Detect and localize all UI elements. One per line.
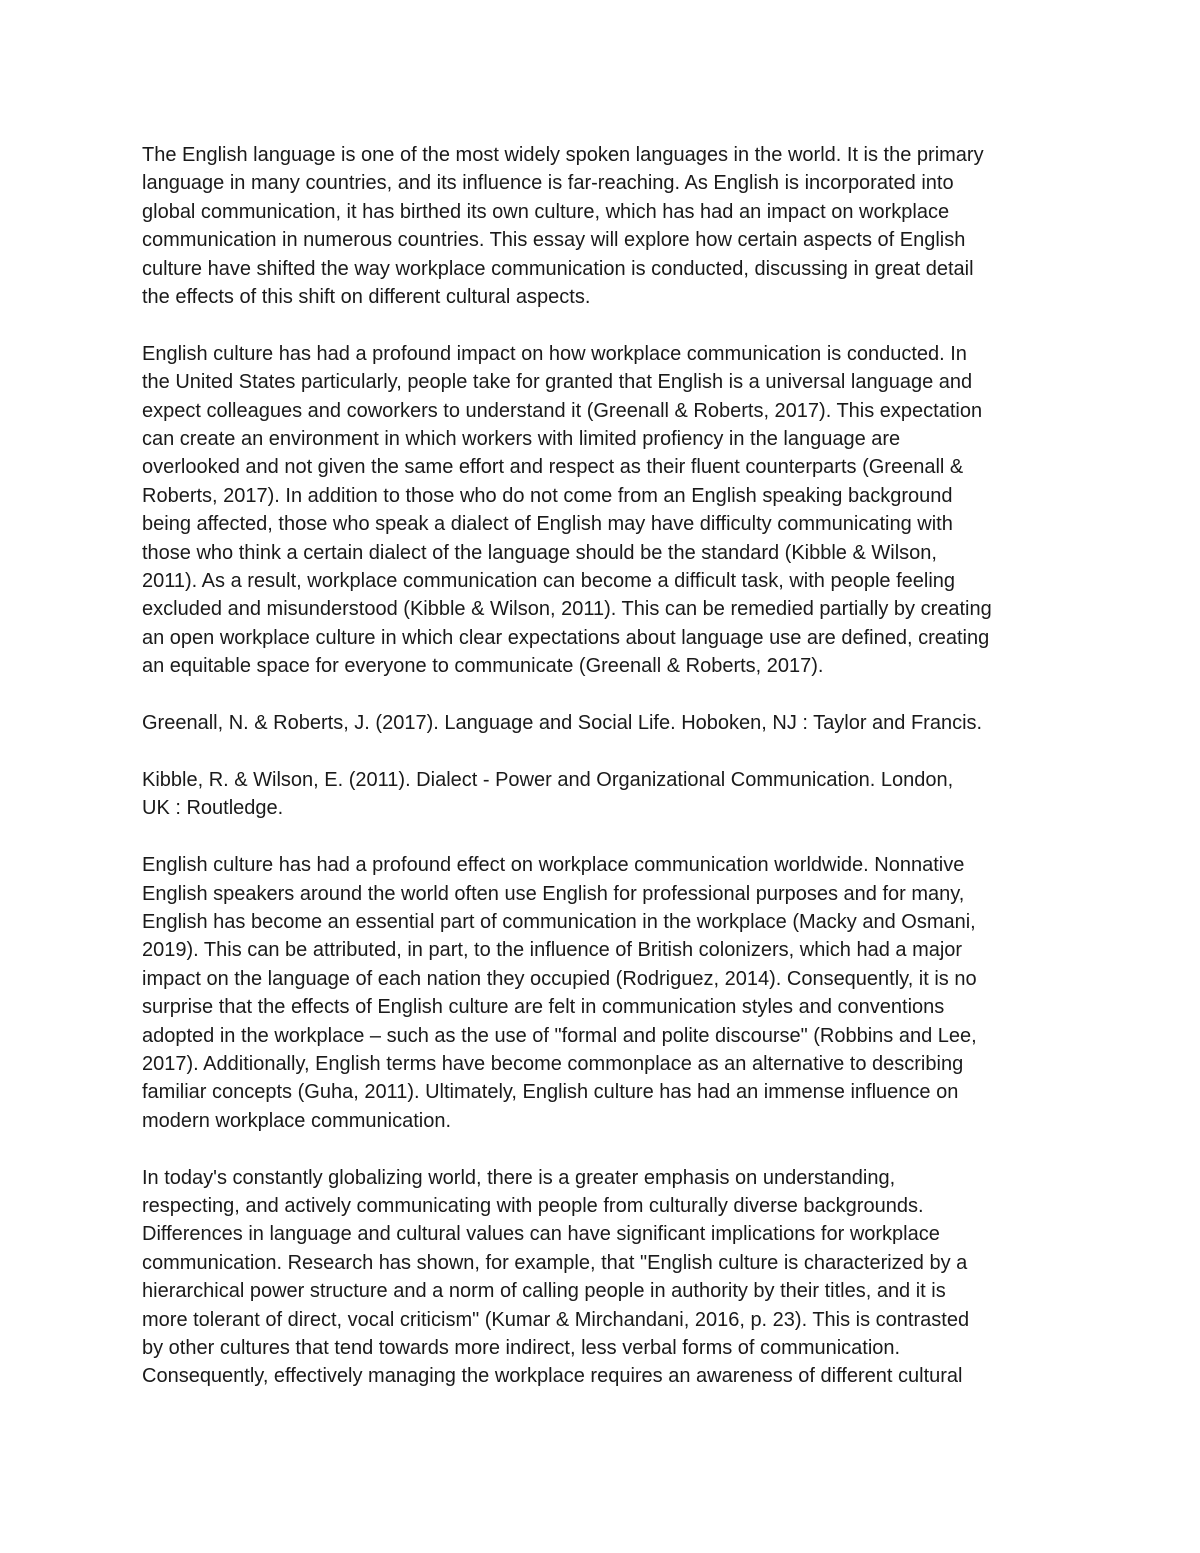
text-line: Kibble, R. & Wilson, E. (2011). Dialect - Power and Organizational Communication. London,: [142, 768, 954, 791]
text-line: an open workplace culture in which clear expectations about language use are defined, creating: [142, 626, 990, 649]
text-line: respecting, and actively communicating with people from culturally diverse backgrounds.: [142, 1194, 924, 1217]
body-paragraph: [142, 340, 1072, 681]
reference-entry: [142, 766, 1072, 823]
text-line: English speakers around the world often use English for professional purposes and for many,: [142, 882, 965, 905]
text-line: expect colleagues and coworkers to understand it (Greenall & Roberts, 2017). This expectation: [142, 399, 983, 422]
body-paragraph: [142, 851, 1072, 1135]
text-line: Greenall, N. & Roberts, J. (2017). Language and Social Life. Hoboken, NJ : Taylor and Francis.: [142, 712, 983, 735]
text-line: communication in numerous countries. This essay will explore how certain aspects of English: [142, 229, 966, 252]
text-line: those who think a certain dialect of the language should be the standard (Kibble & Wilson,: [142, 541, 937, 564]
text-line: the United States particularly, people take for granted that English is a universal language and: [142, 371, 973, 394]
text-line: can create an environment in which workers with limited profiency in the language are: [142, 428, 901, 451]
text-line: impact on the language of each nation they occupied (Rodriguez, 2014). Consequently, it is no: [142, 967, 977, 990]
text-line: language in many countries, and its influence is far-reaching. As English is incorporated into: [142, 172, 954, 195]
text-line: being affected, those who speak a dialect of English may have difficulty communicating with: [142, 513, 953, 536]
text-line: familiar concepts (Guha, 2011). Ultimately, English culture has had an immense influence on: [142, 1081, 959, 1104]
text-line: communication. Research has shown, for example, that "English culture is characterized by a: [142, 1251, 968, 1274]
text-line: English culture has had a profound effect on workplace communication worldwide. Nonnative: [142, 854, 965, 877]
text-line: In today's constantly globalizing world, there is a greater emphasis on understanding,: [142, 1166, 896, 1189]
text-line: an equitable space for everyone to communicate (Greenall & Roberts, 2017).: [142, 655, 824, 678]
text-line: 2017). Additionally, English terms have become commonplace as an alternative to describing: [142, 1052, 964, 1075]
text-line: more tolerant of direct, vocal criticism" (Kumar & Mirchandani, 2016, p. 23). This is contrasted: [142, 1308, 970, 1331]
document-body: [142, 141, 1072, 1419]
text-line: the effects of this shift on different cultural aspects.: [142, 286, 591, 309]
text-line: 2011). As a result, workplace communication can become a difficult task, with people feeling: [142, 570, 956, 593]
text-line: Roberts, 2017). In addition to those who do not come from an English speaking background: [142, 484, 953, 507]
body-paragraph: [142, 1164, 1072, 1391]
body-paragraph: [142, 141, 1072, 311]
text-line: The English language is one of the most widely spoken languages in the world. It is the primary: [142, 144, 984, 166]
text-line: Consequently, effectively managing the workplace requires an awareness of different cultural: [142, 1365, 963, 1388]
text-line: surprise that the effects of English culture are felt in communication styles and conventions: [142, 996, 945, 1019]
text-line: Differences in language and cultural values can have significant implications for workplace: [142, 1223, 940, 1246]
text-line: English has become an essential part of communication in the workplace (Macky and Osmani,: [142, 910, 976, 933]
text-line: 2019). This can be attributed, in part, to the influence of British colonizers, which had a major: [142, 939, 963, 962]
text-line: UK : Routledge.: [142, 797, 284, 820]
text-line: adopted in the workplace – such as the use of "formal and polite discourse" (Robbins and Lee,: [142, 1024, 977, 1047]
text-line: excluded and misunderstood (Kibble & Wilson, 2011). This can be remedied partially by creating: [142, 598, 992, 621]
text-line: hierarchical power structure and a norm of calling people in authority by their titles, and it is: [142, 1280, 946, 1303]
text-line: modern workplace communication.: [142, 1109, 452, 1132]
reference-entry: [142, 709, 1072, 737]
text-line: by other cultures that tend towards more indirect, less verbal forms of communication.: [142, 1336, 901, 1359]
text-line: overlooked and not given the same effort and respect as their fluent counterparts (Greenall &: [142, 456, 964, 479]
text-line: culture have shifted the way workplace communication is conducted, discussing in great detail: [142, 257, 974, 280]
text-line: English culture has had a profound impact on how workplace communication is conducted. In: [142, 342, 967, 365]
text-line: global communication, it has birthed its own culture, which has had an impact on workplace: [142, 200, 950, 223]
